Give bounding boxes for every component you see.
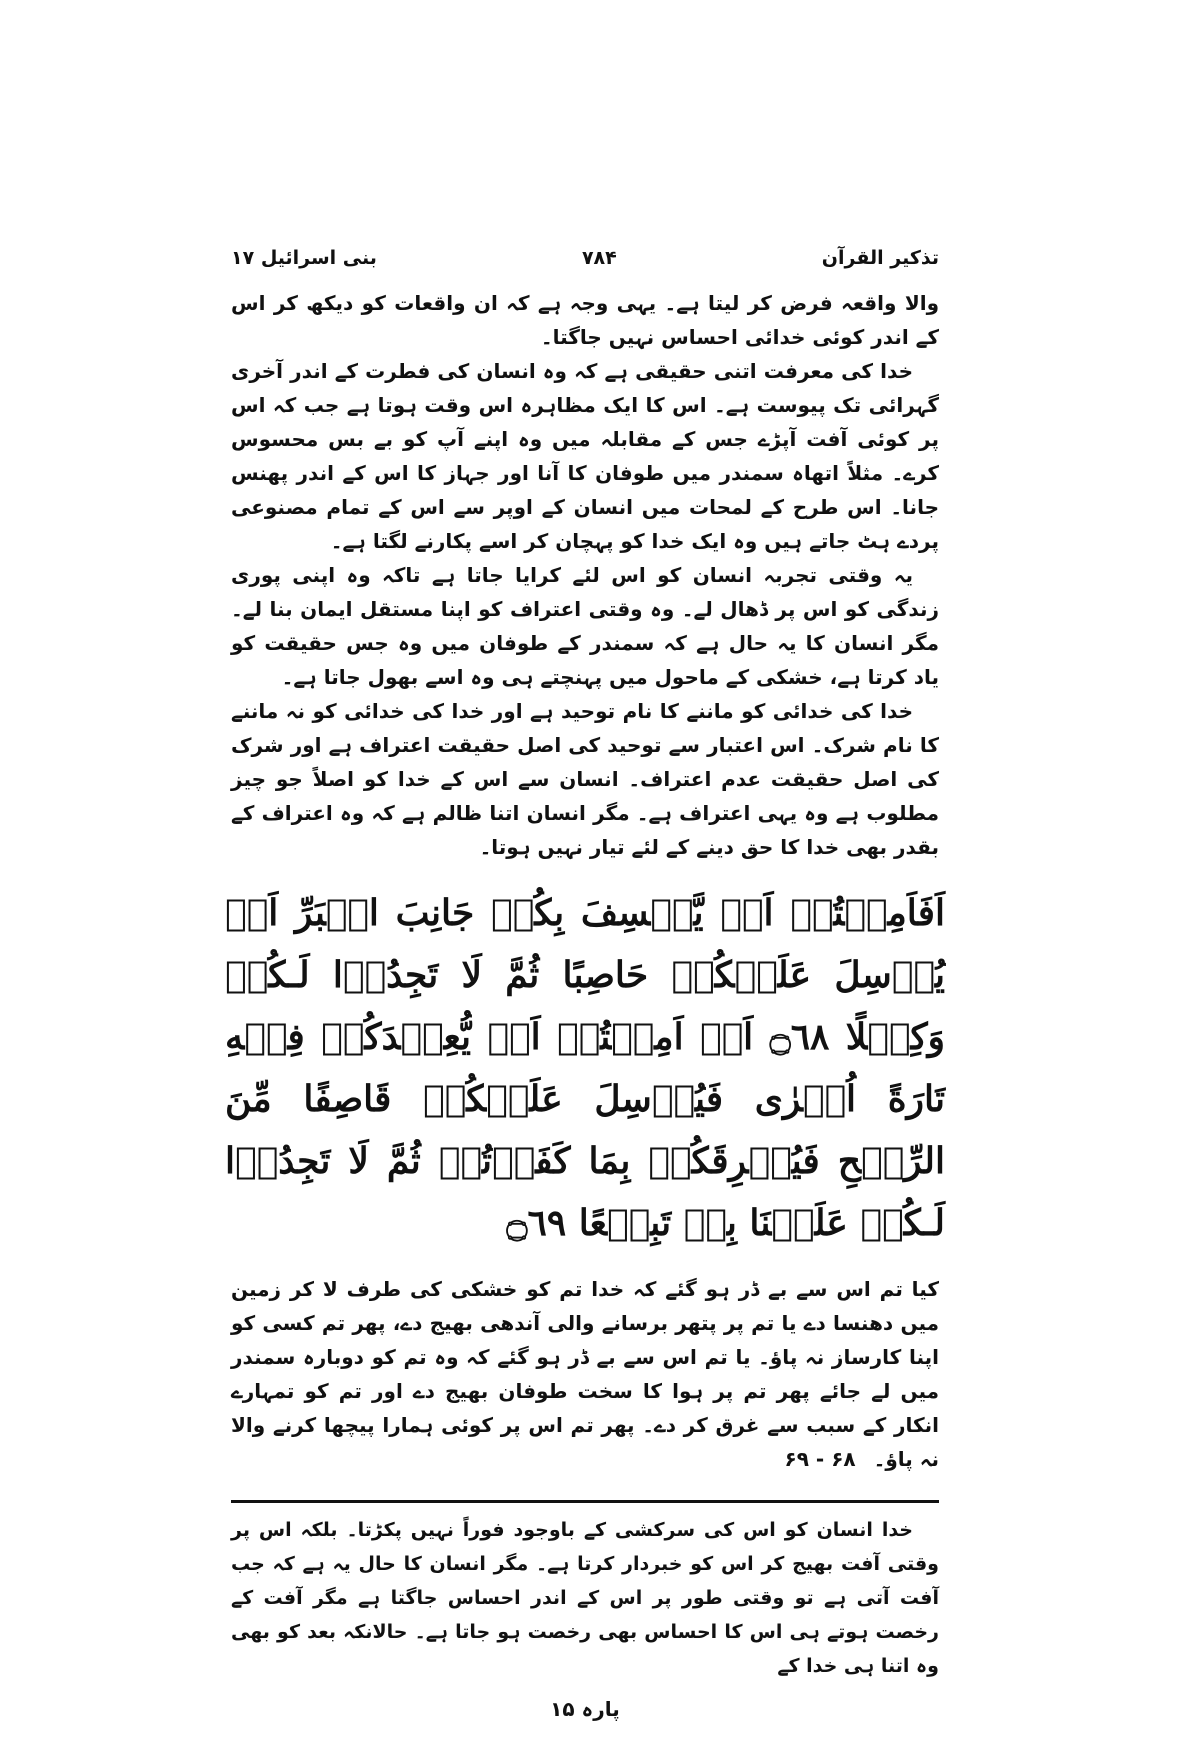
text-column (225, 240, 945, 1721)
footnote-text: خدا انسان کو اس کی سرکشی کے باوجود فوراً نہیں پکڑتا۔ بلکہ اس پر وقتی آفت بھیج کر اس کو خبردار کرتا ہے۔ مگر انسان کا حال یہ ہے کہ جب آفت آتی ہے تو وقتی طور پر اس کے اندر احساس جاگتا ہے مگر آفت کے رخصت ہوتے ہی اس کا احساس بھی رخصت ہو جاتا ہے۔ حالانکہ بعد کو بھی وہ اتنا ہی خدا کے (231, 1519, 939, 1677)
verse-reference: ۶۸ - ۶۹ (784, 1447, 856, 1471)
commentary-paragraph: خدا کی خدائی کو ماننے کا نام توحید ہے اور خدا کی خدائی کو نہ ماننے کا نام شرک۔ اس اعتبار سے توحید کی اصل حقیقت اعتراف ہے اور شرک کی اصل حقیقت عدم اعتراف۔ انسان سے اس کے خدا کو اصلاً جو چیز مطلوب ہے وہ یہی اعتراف ہے۔ مگر انسان اتنا ظالم ہے کہ وہ اعتراف کے بقدر بھی خدا کا حق دینے کے لئے تیار نہیں ہوتا۔ (231, 699, 939, 859)
commentary-paragraph: والا واقعہ فرض کر لیتا ہے۔ یہی وجہ ہے کہ ان واقعات کو دیکھ کر اس کے اندر کوئی خدائی احساس نہیں جاگتا۔ (231, 291, 939, 349)
quran-verse-arabic: اَفَاَمِنۡتُمۡ اَنۡ يَّخۡسِفَ بِكُمۡ جَانِبَ الۡبَرِّ اَوۡ يُرۡسِلَ عَلَيۡكُمۡ حَاصِبًا ثُمَّ لَا تَجِدُوۡا لَـكُمۡ وَكِيۡلًا ۝٦٨ اَمۡ اَمِنۡتُمۡ اَنۡ يُّعِيۡدَكُمۡ فِيۡهِ تَارَةً اُخۡرٰى فَيُرۡسِلَ عَلَيۡكُمۡ قَاصِفًا مِّنَ الرِّيۡحِ فَيُغۡرِقَكُمۡ بِمَا كَفَرۡتُمۡ ثُمَّ لَا تَجِدُوۡا لَـكُمۡ عَلَيۡنَا بِهٖ تَبِيۡعًا ۝٦٩ (225, 892, 945, 1244)
translation-block (231, 1272, 939, 1476)
translation-paragraph (231, 1272, 939, 1476)
page-number: ۷۸۴ (581, 247, 617, 269)
running-header (231, 240, 939, 276)
book-title: تذکیر القرآن (821, 247, 939, 269)
commentary-paragraph: یہ وقتی تجربہ انسان کو اس لئے کرایا جاتا ہے تاکہ وہ اپنی پوری زندگی کو اس پر ڈھال لے۔ وہ وقتی اعتراف کو اپنا مستقل ایمان بنا لے۔ مگر انسان کا یہ حال ہے کہ سمندر کے طوفان میں وہ جس حقیقت کو یاد کرتا ہے، خشکی کے ماحول میں پہنچتے ہی وہ اسے بھول جاتا ہے۔ (231, 563, 939, 689)
footnote-separator (231, 1500, 939, 1503)
commentary-paragraph: خدا کی معرفت اتنی حقیقی ہے کہ وہ انسان کی فطرت کے اندر آخری گہرائی تک پیوست ہے۔ اس کا ایک مظاہرہ اس وقت ہوتا ہے جب کہ اس پر کوئی آفت آپڑے جس کے مقابلہ میں وہ اپنے آپ کو بے بس محسوس کرے۔ مثلاً اتھاہ سمندر میں طوفان کا آنا اور جہاز کا اس کے اندر پھنس جانا۔ اس طرح کے لمحات میں انسان کے اوپر سے اس کے تمام مصنوعی پردے ہٹ جاتے ہیں وہ ایک خدا کو پہچان کر اسے پکارنے لگتا ہے۔ (231, 359, 939, 553)
translation-text: کیا تم اس سے بے ڈر ہو گئے کہ خدا تم کو خشکی کی طرف لا کر زمین میں دھنسا دے یا تم پر پتھر برسانے والی آندھی بھیج دے، پھر تم کسی کو اپنا کارساز نہ پاؤ۔ یا تم اس سے بے ڈر ہو گئے کہ وہ تم کو دوبارہ سمندر میں لے جائے پھر تم پر ہوا کا سخت طوفان بھیج دے اور تم کو تمہارے انکار کے سبب سے غرق کر دے۔ پھر تم اس پر کوئی ہمارا پیچھا کرنے والا نہ پاؤ۔ (231, 1277, 939, 1471)
surah-name: بنی اسرائیل ۱۷ (231, 247, 377, 269)
para-label: پارہ ۱۵ (550, 1697, 620, 1721)
commentary-block (231, 286, 939, 864)
footnote-block (231, 1513, 939, 1683)
